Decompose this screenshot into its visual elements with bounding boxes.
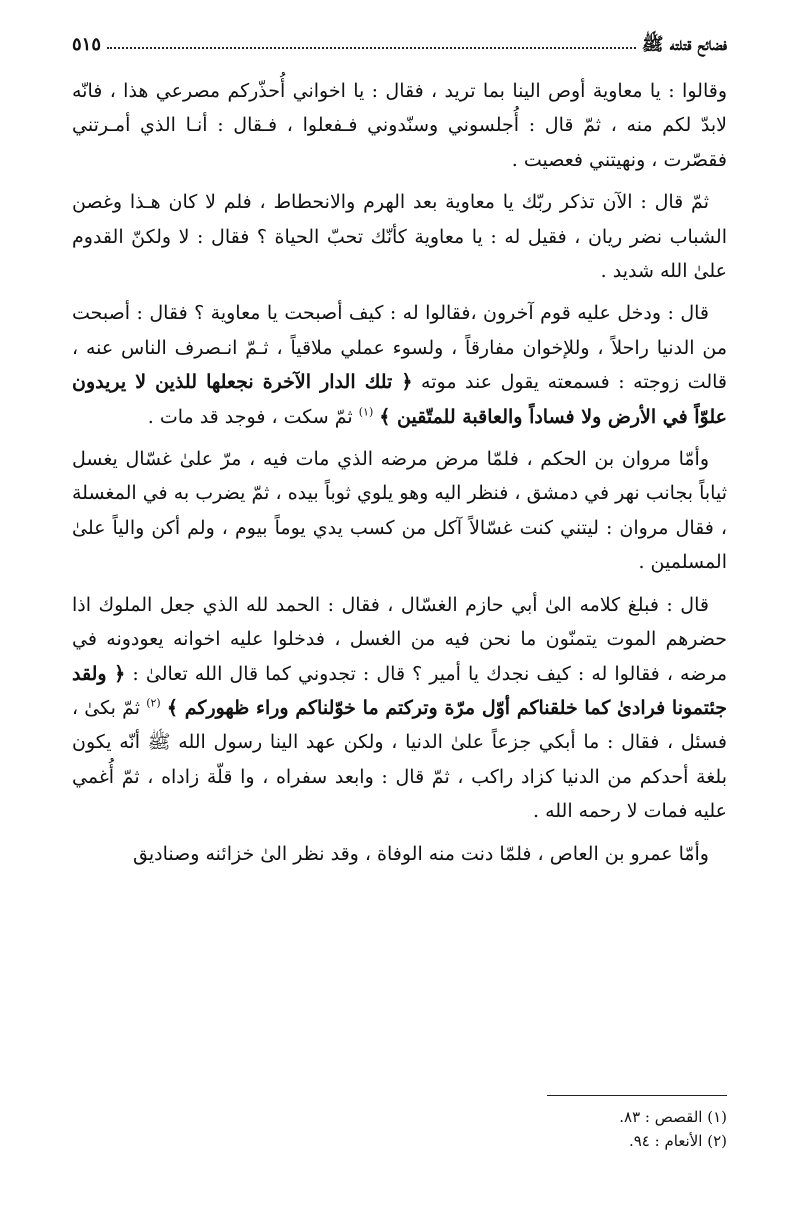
footnote-ref-1: (١) — [358, 405, 374, 419]
footnote-divider — [547, 1095, 727, 1096]
running-title: فضائح قتلته ﷺ — [641, 34, 727, 55]
footnote-1: (١) القصص : ٨٣. — [619, 1108, 727, 1126]
page-number: ٥١٥ — [72, 34, 102, 55]
footnote-2: (٢) الأنعام : ٩٤. — [628, 1132, 727, 1150]
running-header — [72, 30, 727, 60]
paragraph-5 — [72, 588, 727, 829]
paragraph-3 — [72, 296, 727, 434]
body-text — [72, 74, 727, 871]
paragraph-5-text-b: ثمّ بكىٰ ، فسئل ، فقال : ما أبكي جزعاً علىٰ الدنيا ، ولكن عهد الينا رسول الله ﷺ أنّه يكون بلغة أحدكم من الدنيا كزاد راكب ، ثمّ قال : وابعد سفراه ، وا قلّة زاداه ، ثمّ أُغمي عليه فمات لا رحمه الله . — [72, 696, 727, 823]
paragraph-6: وأمّا عمرو بن العاص ، فلمّا دنت منه الوفاة ، وقد نظر الىٰ خزائنه وصناديق — [133, 842, 709, 865]
paragraph-1: وقالوا : يا معاوية أوص الينا بما تريد ، فقال : يا اخواني أُحذّركم مصرعي هذا ، فانّه لابدّ لكم منه ، ثمّ قال : أُجلسوني وسنّدوني فـفعلوا ، فـقال : أنـا الذي أمـرتني فقصّرت ، ونهيتني فعصيت . — [72, 80, 727, 171]
leader-dots — [107, 47, 636, 49]
quran-verse-2: ﴿ ولقد جئتمونا فرادىٰ كما خلقناكم أوّل مرّة وتركتم ما خوّلناكم وراء ظهوركم ﴾ — [72, 662, 727, 719]
paragraph-3-text-a: قال : ودخل عليه قوم آخرون ،فقالوا له : كيف أصبحت يا معاوية ؟ فقال : أصبحت من الدنيا راحلاً ، وللإخوان مفارقاً ، ولسوء عملي ملاقياً ، ثـمّ انـصرف الناس عنه ، قالت زوجته : فسمعته يقول عند موته — [72, 302, 727, 394]
paragraph-4: وأمّا مروان بن الحكم ، فلمّا مرض مرضه الذي مات فيه ، مرّ علىٰ غسّال يغسل ثياباً بجانب نهر في دمشق ، فنظر اليه وهو يلوي ثوباً بيده ، ثمّ يضرب به في المغسلة ، فقال مروان : ليتني كنت غسّالاً آكل من كسب يدي يوماً بيوم ، ولم أكن والياً علىٰ المسلمين . — [72, 448, 727, 574]
footnote-ref-2: (٢) — [146, 696, 161, 710]
paragraph-5-text-a: قال : فبلغ كلامه الىٰ أبي حازم الغسّال ، فقال : الحمد لله الذي جعل الملوك اذا حضرهم الموت يتمنّون ما نحن فيه من الغسل ، فدخلوا عليه اخوانه يعودونه في مرضه ، فقالوا له : كيف نجدك يا أمير ؟ قال : تجدوني كما قال الله تعالىٰ : — [72, 593, 728, 685]
quran-verse-1: ﴿ تلك الدار الآخرة نجعلها للذين لا يريدون علوّاً في الأرض ولا فساداً والعاقبة للمتّقين ﴾ — [72, 371, 727, 428]
paragraph-2: ثمّ قال : الآن تذكر ربّك يا معاوية بعد الهرم والانحطاط ، فلم لا كان هـذا وغصن الشباب نضر ريان ، فقيل له : يا معاوية كأنّك تحبّ الحياة ؟ فقال : لا ولكنّ القدوم علىٰ الله شديد . — [72, 191, 727, 283]
paragraph-3-text-b: ثمّ سكت ، فوجد قد مات . — [147, 405, 353, 428]
document-page — [72, 30, 727, 879]
footnotes — [427, 1105, 727, 1153]
